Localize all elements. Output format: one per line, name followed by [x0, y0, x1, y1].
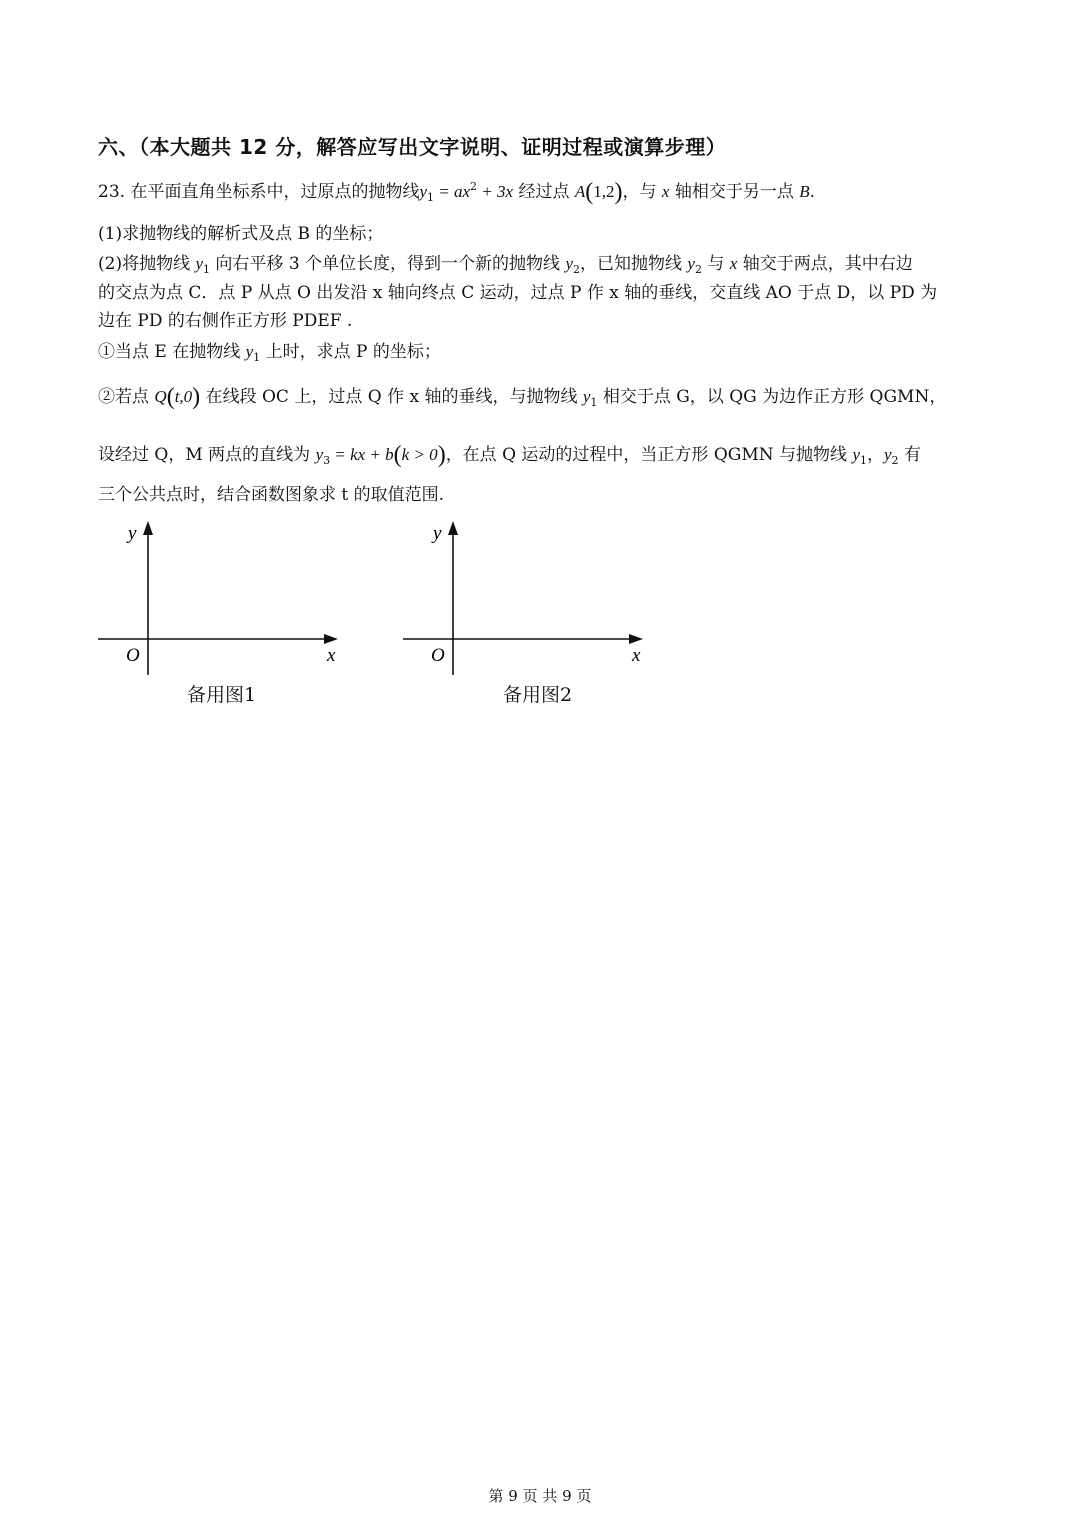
y-axis-arrow [143, 521, 153, 535]
section-heading: 六、（本大题共 12 分，解答应写出文字说明、证明过程或演算步理） [98, 135, 727, 159]
part-2-line-2: 的交点为点 C．点 P 从点 O 出发沿 x 轴向终点 C 运动，过点 P 作 x 轴的垂线，交直线 AO 于点 D，以 PD 为 [98, 283, 938, 303]
part-1: (1)求抛物线的解析式及点 B 的坐标； [98, 224, 384, 244]
part-2-line-3: 边在 PD 的右侧作正方形 PDEF . [98, 311, 353, 331]
sub-question-2-line-2: 设经过 Q，M 两点的直线为 $y_3$ = kx + b(k > 0)，在点 Q 运动的过程中，当正方形 QGMN 与抛物线 $y_1$，$y_2$ 有 [98, 442, 921, 468]
x-axis-label: x [632, 645, 641, 666]
spare-figure-2 [397, 515, 657, 680]
figure-2-caption: 备用图2 [503, 684, 573, 706]
sub-question-1: ①当点 E 在抛物线 $y_1$ 上时，求点 P 的坐标； [98, 342, 441, 364]
problem-statement: 23. 在平面直角坐标系中，过原点的抛物线$y_1 = ax^2 + 3x$ 经过点 A(1,2)，与 x 轴相交于另一点 B. [98, 179, 816, 205]
figure-1-caption: 备用图1 [187, 684, 257, 706]
problem-number: 23. [98, 182, 126, 202]
sub-question-2-line-1: ②若点 Q(t,0) 在线段 OC 上，过点 Q 作 x 轴的垂线，与抛物线 $y_1$ 相交于点 G，以 QG 为边作正方形 QGMN， [98, 384, 947, 410]
origin-label: O [126, 645, 140, 666]
spare-figure-1 [92, 515, 352, 680]
x-axis-label: x [327, 645, 336, 666]
sub-question-2-line-3: 三个公共点时，结合函数图象求 t 的取值范围. [98, 485, 445, 505]
y-axis-label: y [433, 523, 442, 544]
x-axis-arrow [324, 634, 338, 644]
part-2-line-1: (2)将抛物线 $y_1$ 向右平移 3 个单位长度，得到一个新的抛物线 $y_2$，已知抛物线 $y_2$ 与 x 轴交于两点，其中右边 [98, 254, 913, 276]
y-axis-arrow [448, 521, 458, 535]
page-footer: 第 9 页 共 9 页 [488, 1487, 592, 1505]
origin-label: O [431, 645, 445, 666]
y-axis-label: y [128, 523, 137, 544]
x-axis-arrow [629, 634, 643, 644]
